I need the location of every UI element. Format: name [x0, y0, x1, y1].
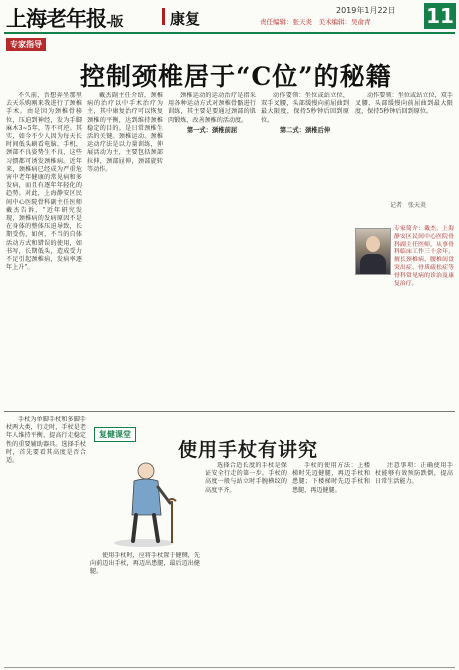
newspaper-logo: 上海老年报-版 [6, 6, 123, 31]
masthead-rule [4, 32, 455, 34]
article2-column-4 [292, 462, 370, 662]
page-number: 11 [424, 3, 456, 29]
page-footer-rule [4, 667, 455, 668]
article1-column-2 [87, 92, 163, 404]
portrait-body [360, 254, 386, 274]
section-name: 康复 [170, 10, 201, 28]
walking-cane-illustration [106, 455, 196, 550]
article1-headline: 控制颈椎居于“C位”的秘籍 [80, 62, 392, 91]
article2-paragraph: 选择合适长度的手杖是保证安全行走的第一步。手杖的高度一般与站立时手腕横纹的高度平齐。 [205, 462, 287, 494]
expert-portrait [355, 228, 391, 275]
article1-paragraph: 不久前，吾想奔坐那里去天乐购刚来我进行了颈椎手术。由是因为颈椎骨移位，压迫到神经，发为手脚麻木3~5年，等不可逆。其实，如今不少人因为每天长时间低头刷看电脑、手机，颈部不良姿势生不良，这些习惯都可诱发颈椎病。近年来，颈椎病已经成为严重危害中老年健康的常见病和多发病，而且有逐年年轻化的趋势。对此，上海静安区民间中心医院骨科副主任医师戴杰告诉，“近年研究发现，颈椎病的发病原因不是在身体的整体压迫导致，长期受伤，如何，不当的自体活动方式和错误的使用，如书写，长期低头，造成受力不足引起颈椎病，发病率逐年上升”。 [6, 92, 82, 272]
article2-paragraph: 手杖为单脚手杖和多脚手杖两大类，行走时，手杖是老年人维持平衡、提高行走稳定性的重要辅助器具。选择手杖时，首先要看其高度是否合适。 [6, 416, 86, 465]
portrait-face [366, 236, 380, 252]
article1-column-3 [168, 92, 256, 292]
article1-tag: 专家指导 [6, 38, 46, 51]
editor-credits: 责任编辑：张天炎 美术编辑：吴俞青 [260, 18, 371, 26]
article1-column-5 [355, 92, 453, 197]
expert-bio: 专家简介：戴杰，上海静安区民间中心医院骨科副主任医师，从事骨科临床工作三十余年，擅长颈椎病、腰椎间盘突出症、骨质疏松症等骨科常见病的诊治及康复治疗。 [394, 226, 454, 287]
article1-column-1 [6, 92, 82, 404]
article2-tag: 复健课堂 [94, 427, 136, 442]
article2-headline: 使用手杖有讲究 [178, 439, 319, 461]
article2-column-1 [6, 416, 86, 662]
article2-column-2 [90, 552, 200, 662]
article1-column-4 [261, 92, 349, 292]
article1-paragraph: 颈椎运动的运动治疗是指采用各种运动方式对颈椎骨骼进行训练，其主要是要通过颈部的肌肉锻炼，改善颈椎的活动度。 [168, 92, 256, 124]
article1-subheading: 第二式：颈椎后伸 [279, 126, 331, 134]
article1-paragraph: 戴杰副主任介绍，颈椎病的治疗以中手术治疗为主，其中康复治疗可以恢复颈椎的平衡，达到维持颈椎稳定的目的。是日常颈椎生活的关键。颈椎运动。颈椎运动疗法是以力量训练，伸展活动为主，主要包括颈部拉伸，颈部屈伸，颈部旋转等动作。 [87, 92, 163, 173]
article2-column-5 [375, 462, 453, 662]
article2-paragraph: 手杖的使用方法：上楼梯时先迈健腿，再迈手杖和患腿；下楼梯时先迈手杖和患腿，再迈健腿。 [292, 462, 370, 494]
article2-paragraph: 注意事项：正确使用手杖能够有效预防跌倒，提高日常生活能力。 [375, 462, 453, 486]
section-rule [4, 411, 455, 412]
article1-subheading: 第一式：颈椎前屈 [186, 126, 238, 134]
section-divider [162, 8, 165, 25]
article2-paragraph: 使用手杖时，应将手杖置于健侧，先向前迈出手杖，再迈出患腿，最后迈出健腿。 [90, 552, 200, 576]
article2-column-3 [205, 462, 287, 662]
article1-signoff: 记者 张天炎 [390, 202, 427, 209]
issue-date: 2019年1月22日 [336, 6, 396, 15]
article1-paragraph: 动作要领：坐位或站立位，双手叉腰，头部缓慢向前屈曲到最大限度，保持5秒钟后回到原位。 [355, 92, 453, 116]
masthead [0, 0, 459, 32]
article1-paragraph: 动作要领：坐位或站立位，双手叉腰，头部缓慢向前屈曲到最大限度，保持5秒钟后回到原位。 [261, 92, 349, 124]
